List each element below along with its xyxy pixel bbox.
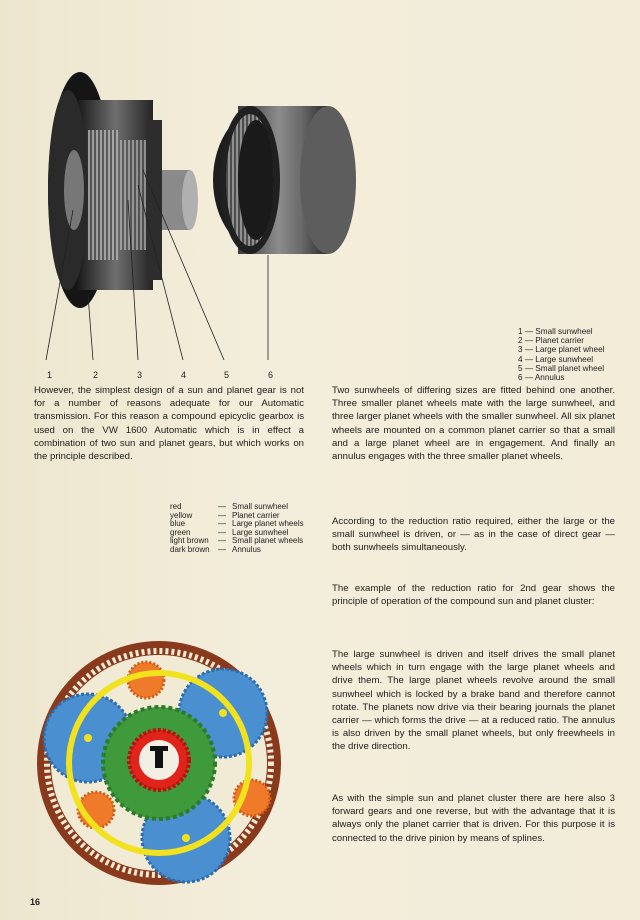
right-paragraph-1: Two sunwheels of differing sizes are fitted behind one another. Three smaller planet wheels mate with the large sunwheel, and three larger planet wheels with the smaller sunwheel. All six planet wheels are mounted on a common planet carrier so that a small and a large planet wheel are in engagement. And finally an annulus engages with the three smaller planet wheels. bbox=[332, 385, 615, 463]
callout-2: 2 bbox=[93, 370, 99, 380]
color-key bbox=[170, 503, 304, 555]
right-paragraph-3: The example of the reduction ratio for 2nd gear shows the principle of operation of the compound sun and planet cluster: bbox=[332, 583, 615, 608]
right-paragraph-4: The large sunwheel is driven and itself drives the small planet wheels which in turn engage with the large planet wheels and drive them. The large planet wheels revolve around the small sunwheel which is locked by a brake band and therefore cannot rotate. The planets now drive via their bearing journals the planet carrier — which forms the drive — at a reduced ratio. The annulus is also driven by the small planet wheels, but only freewheels in the drive direction. bbox=[332, 649, 615, 753]
parts-key-item: 1 — Small sunwheel bbox=[518, 327, 593, 336]
gearbox-photo bbox=[28, 60, 368, 380]
color-key-row: dark brown — Annulus bbox=[170, 544, 261, 554]
parts-key-item: 5 — Small planet wheel bbox=[518, 363, 605, 373]
gear-diagram bbox=[28, 638, 290, 888]
color-key-row: blue — Large planet wheels bbox=[170, 519, 304, 529]
color-key-row: yellow — Planet carrier bbox=[170, 510, 280, 520]
page-number: 16 bbox=[30, 897, 41, 907]
callout-5: 5 bbox=[224, 370, 230, 380]
right-paragraph-5: As with the simple sun and planet cluster there are here also 3 forward gears and one reverse, but with the advantage that it is always only the planet carrier that is driven. For this purpose it is connected to the drive pinion by means of splines. bbox=[332, 793, 615, 844]
color-key-row: green — Large sunwheel bbox=[170, 527, 289, 537]
color-key-row: light brown — Small planet wheels bbox=[170, 536, 304, 546]
parts-key-item: 2 — Planet carrier bbox=[518, 336, 584, 346]
parts-key-item: 3 — Large planet wheel bbox=[518, 345, 605, 355]
callout-6: 6 bbox=[268, 370, 274, 380]
parts-key-item: 4 — Large sunwheel bbox=[518, 354, 594, 364]
callout-3: 3 bbox=[137, 370, 143, 380]
color-key-row: red — Small sunwheel bbox=[170, 502, 289, 511]
parts-key bbox=[518, 327, 604, 382]
callout-1: 1 bbox=[47, 370, 53, 380]
left-paragraph: However, the simplest design of a sun and planet gear is not for a number of reasons adequate for our Automatic transmission. For this reason a compound epicyclic gearbox is used on the VW 1600 Automatic which is in effect a combination of two sun and planet gears, but which works on the principle described. bbox=[34, 385, 304, 463]
parts-key-item: 6 — Annulus bbox=[518, 373, 565, 383]
right-paragraph-2: According to the reduction ratio required, either the large or the small sunwheel is driven, or — as in the case of direct gear — both sunwheels simultaneously. bbox=[332, 516, 615, 554]
callout-4: 4 bbox=[181, 370, 187, 380]
drive-arrow-icon bbox=[155, 750, 163, 768]
